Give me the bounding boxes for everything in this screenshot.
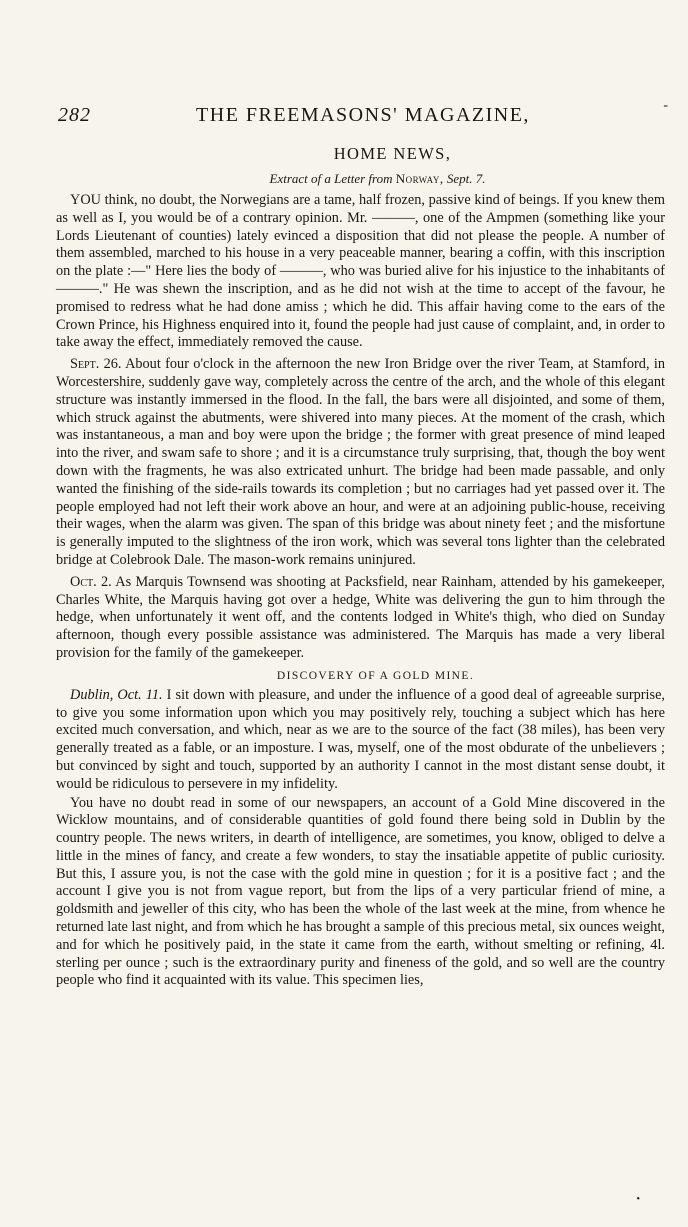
dateline-place: Norway, — [395, 171, 444, 186]
dateline — [90, 170, 665, 188]
subsection-title: DISCOVERY OF A GOLD MINE. — [276, 669, 475, 682]
article-body — [56, 144, 665, 990]
dateline-date: Sept. 7. — [446, 171, 486, 186]
paragraph-lead-date: Dublin, Oct. 11. — [70, 686, 163, 703]
catchword-mark: • — [636, 1194, 640, 1205]
section-title: HOME NEWS, — [333, 144, 452, 163]
page-number: 282 — [58, 104, 91, 126]
head-mark: - — [663, 98, 668, 113]
paragraph-lead-date: Oct. 2. — [70, 573, 112, 590]
paragraph-iron-bridge — [56, 356, 665, 570]
dateline-prefix: Extract of a Letter from — [269, 171, 393, 186]
paragraph-text: About four o'clock in the afternoon the new Iron Bridge over the river Team, at Stamford, in Worcestershire, suddenly gave way, completely across the centre of the arch, and the whole of this elegant structure was instantly immersed in the flood. In the fall, the bars were all disjointed, and some of them, which struck against the abutments, were shivered into many pieces. At the moment of the crash, which was instantaneous, a man and boy were upon the bridge ; the former with great presence of mind leaped into the river, and swam safe to shore ; and it is a circumstance truly surprising, that, though the boy went down with the fragments, he was also extricated unhurt. The bridge had been made passable, and only wanted the finishing of the side-rails towards its completion ; but no carriages had yet passed over it. The people employed had not left their work above an hour, and were at an adjoining public-house, receiving their wages, when the alarm was given. The span of this bridge was about ninety feet ; and the misfortune is generally imputed to the slightness of the iron work, which was several tons lighter than the celebrated bridge at Colebrook Dale. The mason-work remains uninjured. — [56, 356, 665, 568]
paragraph-norway: YOU think, no doubt, the Norwegians are a tame, half frozen, passive kind of beings. If you knew them as well as I, you would be of a contrary opinion. Mr. ———, one of the Ampmen (something like your Lords Lieutenant of counties) lately evinced a disposition that did not please the people. A number of them assembled, marched to his house in a very peaceable manner, bearing a coffin, with this inscription on the plate :—" Here lies the body of ———, who was buried alive for his injustice to the inhabitants of ———." He was shewn the inscription, and as he did not wish at the time to accept of the favour, he promised to redress what he had done amiss ; which he did. This affair having come to the ears of the Crown Prince, his Highness enquired into it, found the people had just cause of complaint, and, in order to take away the effect, immediately removed the cause. — [56, 192, 665, 351]
paragraph-marquis-townsend — [56, 574, 665, 663]
paragraph-text: As Marquis Townsend was shooting at Packsfield, near Rainham, attended by his gamekeeper, Charles White, the Marquis having got over a hedge, White was delivering the gun to him through the hedge, when unfortunately it went off, and the contents lodged in White's thigh, who died on Sunday afternoon, though every possible assistance was administered. The Marquis has made a very liberal provision for the family of the gamekeeper. — [56, 573, 665, 661]
paragraph-text: I sit down with pleasure, and under the influence of a good deal of agreeable surprise, to give you some information upon which you may positively rely, touching a subject which has here excited much conversation, and which, near as we are to the source of the fact (38 miles), has been very generally treated as a fable, or an imposture. I was, myself, one of the most obdurate of the unbelievers ; but convinced by sight and touch, supported by an authority I cannot in the most distant sense doubt, it would be ridiculous to persevere in my infidelity. — [56, 686, 666, 792]
paragraph-lead-date: Sept. 26. — [70, 356, 122, 373]
running-head — [58, 98, 668, 132]
paragraph-gold-mine: You have no doubt read in some of our newspapers, an account of a Gold Mine discovered in the Wicklow mountains, and of considerable quantities of gold found there being sold in Dublin by the country people. The news writers, in dearth of intelligence, are sometimes, you know, obliged to delve a little in the mines of fancy, and create a few wonders, to stay the insatiable appetite of public curiosity. But this, I assure you, is not the case with the gold mine in question ; for it is a positive fact ; and the account I give you is not from vague report, but from the lips of a very particular friend of mine, a goldsmith and jeweller of this city, who has been the whole of the last week at the mine, from whence he returned late last night, and from which he has brought a sample of this precious metal, six ounces weight, and for which he positively paid, in the state it came from the earth, without smelting or refining, 4l. sterling per ounce ; such is the extraordinary purity and fineness of the gold, and so well are the country people who find it acquainted with its value. This specimen lies, — [56, 794, 665, 989]
paragraph-dublin — [56, 687, 665, 794]
magazine-title: THE FREEMASONS' MAGAZINE, — [196, 104, 530, 126]
